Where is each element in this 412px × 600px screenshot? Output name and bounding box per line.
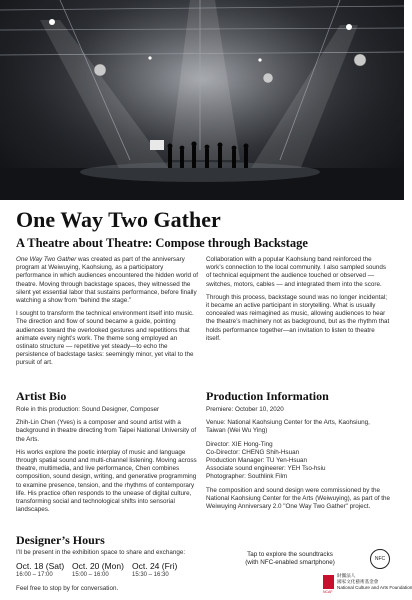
nfc-line-1: Tap to explore the soundtracks	[247, 551, 333, 558]
intro-paragraph-3: Collaboration with a popular Kaohsiung band reinforced the work’s connection to the local community. I also sampled sounds of technical equipment the audience touched or observed — switches, motors, cables — and integrated them into the score.	[206, 256, 387, 288]
slot-time: 16:00 – 17:00	[16, 572, 53, 578]
page-subtitle: A Theatre about Theatre: Compose through Backstage	[16, 236, 308, 250]
prod-premiere: Premiere: October 10, 2020	[206, 406, 284, 413]
nfc-line-2: (with NFC-enabled smartphone)	[245, 559, 335, 566]
prod-assoc-engineer: Associate sound engineerer: YEH Tso-hsiu	[206, 465, 326, 473]
slot-time: 15:00 – 16:00	[72, 572, 109, 578]
production-info-text	[206, 406, 390, 516]
prod-manager: Production Manager: TU Yen-Hsuan	[206, 457, 308, 465]
ncaf-seal-icon	[323, 575, 334, 589]
designers-hours-heading: Designer’s Hours	[16, 533, 105, 547]
org-cn: 國家文化藝術基金會	[337, 579, 379, 584]
slot-date: Oct. 24 (Fri)	[132, 561, 178, 571]
bio-paragraph-1: Zhih-Lin Chen (Yves) is a composer and sound artist with a background in theatre directing from Taipei National University of the Arts.	[16, 419, 197, 443]
intro-paragraph-1	[16, 256, 199, 305]
page-title: One Way Two Gather	[16, 207, 221, 232]
bio-role: Role in this production: Sound Designer, Composer	[16, 406, 160, 413]
ncaf-org-name	[337, 573, 412, 591]
prod-venue: Venue: National Kaohsiung Center for the Arts, Kaohsiung, Taiwan (Wei Wu Ying)	[206, 419, 370, 435]
stage-photo-illustration	[0, 0, 404, 200]
work-title-emphasis: One Way Two Gather	[16, 256, 77, 263]
hours-intro: I’ll be present in the exhibition space to share and exchange:	[16, 549, 186, 556]
hero-photo	[0, 0, 404, 200]
intro-paragraph-4: Through this process, backstage sound was no longer incidental; it became an active participant in storytelling. What is usually concealed was reimagined as music, allowing audiences to hear the theatre’s machinery not as background, but as the rhythm that holds performance together—an invitation to listen to theatre itself.	[206, 293, 390, 342]
slot-date: Oct. 18 (Sat)	[16, 561, 65, 571]
org-cn-prefix: 財團法人	[337, 573, 356, 578]
intro-right-column	[206, 256, 390, 348]
intro-paragraph-1-text: was created as part of the anniversary program at Weiwuying, Kaohsiung, as a participatory performance in which audiences encountered the hidden world of theatre. Moving through backstage spaces, they witnessed the silent yet essential labor that sustains performance, before finally watching a show from “behind the stage.”	[16, 256, 199, 305]
hours-slot	[132, 561, 177, 578]
intro-left-column	[16, 256, 199, 373]
slot-time: 15:30 – 16:30	[132, 572, 169, 578]
nfc-instruction	[220, 551, 360, 567]
prod-commission-note: The composition and sound design were commissioned by the National Kaohsiung Center for the Arts (Weiwuying), as part of the Weiwuying Anniversary 2.0 "One Way Two Gather" project.	[206, 486, 390, 511]
org-en: National Culture and Arts Foundation	[337, 585, 412, 590]
intro-paragraph-2: I sought to transform the technical environment itself into music. The direction and flow of sound became a guide, pointing audiences toward the overlooked gestures and repetitions that animate every night’s work. The theme song employed an ostinato structure — repetitive yet steady—to echo the persistence of backstage tasks: seemingly minor, yet vital to the pursuit of art.	[16, 310, 194, 367]
hours-slot	[16, 561, 64, 578]
artist-bio-text	[16, 406, 199, 519]
production-heading: Production Information	[206, 389, 329, 403]
bio-paragraph-2: His works explore the poetic interplay of music and language through spatial sound and multi-channel listening. Moving across theatre, multimedia, and live performance, Chen combines composition, sound design, writing, and generative programming to examine presence, tension, and the rhythms of contemporary life. His practice often responds to the unease of digital culture, transforming social and technological shifts into sensorial landscapes.	[16, 448, 197, 514]
hours-footer: Feel free to stop by for conversation.	[16, 585, 119, 592]
nfc-icon[interactable]: NFC	[370, 549, 390, 569]
prod-director: Director: XIE Hong-Ting	[206, 440, 273, 448]
ncaf-logo	[323, 573, 412, 595]
ncaf-seal-text: NCAF	[323, 590, 333, 594]
prod-photographer: Photographer: Southlink Film	[206, 473, 288, 481]
slot-date: Oct. 20 (Mon)	[72, 561, 124, 571]
artist-bio-heading: Artist Bio	[16, 389, 67, 403]
hours-slot	[72, 561, 124, 578]
prod-codirector: Co-Director: CHENG Shih-Hsuan	[206, 448, 300, 456]
